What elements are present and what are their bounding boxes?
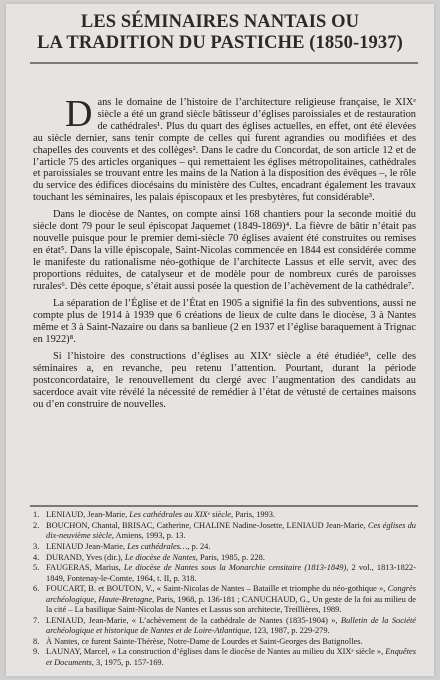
footnote-text: À Nantes, ce furent Sainte-Thérèse, Notre-Dame de Lourdes et Saint-Georges des Batignolles. <box>46 636 363 646</box>
footnote-number: 2. <box>33 520 40 530</box>
paragraph-1 <box>33 93 416 204</box>
footnotes-rule <box>30 505 418 507</box>
footnote <box>33 584 416 615</box>
footnote-text: LENIAUD, Jean-Marie, « L’achèvement de la cathédrale de Nantes (1835-1904) », Bulletin de la Société archéologique et historique de Nantes et de Loire-Atlantique, 123, 1987, p. 229-279. <box>46 615 416 635</box>
footnote <box>33 553 416 563</box>
footnote-number: 7. <box>33 615 40 625</box>
paragraph-2: Dans le diocèse de Nantes, on compte ainsi 168 chantiers pour la seconde moitié du siècle dont 79 pour le seul épiscopat Jaquemet (1849-1869)⁴. La fièvre de bâtir n’était pas nouvelle puisque pour le premier demi-siècle 70 églises avaient été construites ou remises en état⁵. Dans la ville épiscopale, Saint-Nicolas commencée en 1844 est considérée comme le manifeste du rationalisme néo-gothique de l’architecte Lassus et elle servit, avec des proportions réduites, de catalyseur et de modèle pour de nombreux curés de paroisses rurales⁶. Dès cette époque, s’était aussi posée la question de l’achèvement de la cathédrale⁷. <box>33 209 416 292</box>
page-title <box>6 4 434 54</box>
drop-cap: D <box>65 93 93 135</box>
paragraph-1-text: ans le domaine de l’histoire de l’architecture religieuse française, le XIXᵉ siècle a été un grand siècle bâtisseur d’églises paroissiales et de restauration de cathédrales¹. Plus du quart des églises actuelles, en effet, ont été élevées au siècle dernier, sans tenir compte de celles qui furent agrandies ou modifiées et des chapelles des couvents et des collèges². Dans le cadre du Concordat, de son article 12 et de l’article 75 des articles organiques – qui remettaient les églises métropolitaines, cathédrales et paroissiales se trouvant entre les mains de la Nation à la disposition des évêques –, le rôle du service des édifices diocésains du ministère des Cultes, encadrant également les travaux touchant les séminaires, les palais épiscopaux et les presbytères, fut considérable³. <box>33 97 416 204</box>
paragraph-3: La séparation de l’Église et de l’État en 1905 a signifié la fin des subventions, aussi ne compte plus de 1914 à 1939 que 6 créations de lieux de culte dans le diocèse, 3 à Nantes même et 3 à Saint-Nazaire ou dans sa banlieue (2 en 1937 et l’église baraquement à Trignac en 1922)⁸. <box>33 298 416 345</box>
footnote-text: DURAND, Yves (dir.), Le diocèse de Nantes, Paris, 1985, p. 228. <box>46 552 265 562</box>
footnote-text: FOUCART, B. et BOUTON, V., « Saint-Nicolas de Nantes – Bataille et triomphe du néo-gothique », Congrès archéologique, Haute-Bretagne, Paris, 1968, p. 136-181 ; CANUCHAUD, G., Un geste de la foi au milieu de la cité – La basilique Saint-Nicolas de Nantes et Lassus son architecte, Treillières, 1989. <box>46 584 416 614</box>
footnote-number: 3. <box>33 541 40 551</box>
footnote <box>33 521 416 541</box>
document-page <box>6 4 434 676</box>
footnote-number: 1. <box>33 510 40 519</box>
footnote-number: 4. <box>33 552 40 562</box>
footnotes <box>33 510 416 668</box>
footnote-number: 9. <box>33 647 40 657</box>
footnote <box>33 542 416 552</box>
footnote <box>33 510 416 520</box>
footnote-number: 5. <box>33 563 40 573</box>
title-line-1: LES SÉMINAIRES NANTAIS OU <box>80 12 360 32</box>
footnote-text: FAUGERAS, Marius, Le diocèse de Nantes sous la Monarchie censitaire (1813-1849), 2 vol., 1813-1822-1849, Fontenay-le-Comte, 1964, t. II, p. 318. <box>46 563 416 583</box>
footnote-text: LENIAUD, Jean-Marie, Les cathédrales au XIXᵉ siècle, Paris, 1993. <box>46 510 275 519</box>
footnote <box>33 563 416 583</box>
title-line-2: LA TRADITION DU PASTICHE (1850-1937) <box>37 33 403 53</box>
footnote-number: 8. <box>33 636 40 646</box>
footnote-text: LAUNAY, Marcel, « La construction d’églises dans le diocèse de Nantes au milieu du XIXᵉ siècle », Enquêtes et Documents, 3, 1975, p. 157-169. <box>46 647 416 667</box>
footnote <box>33 637 416 647</box>
footnote <box>33 616 416 636</box>
footnote <box>33 647 416 667</box>
footnote-text: LENIAUD Jean-Marie, Les cathédrales…, p. 24. <box>46 541 211 551</box>
paragraph-4: Si l’histoire des constructions d’églises au XIXᵉ siècle a été étudiée⁹, celle des séminaires a, en revanche, peu retenu l’attention. Pourtant, durant la période postconcordataire, le renouvellement du clergé avec l’augmentation des candidats au sacerdoce avait vite révélé la nécessité de remédier à l’état de vétusté de certaines maisons ou d’en construire de nouvelles. <box>33 351 416 410</box>
article-body <box>33 93 416 416</box>
title-rule <box>30 62 418 64</box>
footnote-number: 6. <box>33 584 40 594</box>
footnote-text: BOUCHON, Chantal, BRISAC, Catherine, CHALINE Nadine-Josette, LENIAUD Jean-Marie, Ces églises du dix-neuvième siècle, Amiens, 1993, p. 13. <box>46 520 416 540</box>
